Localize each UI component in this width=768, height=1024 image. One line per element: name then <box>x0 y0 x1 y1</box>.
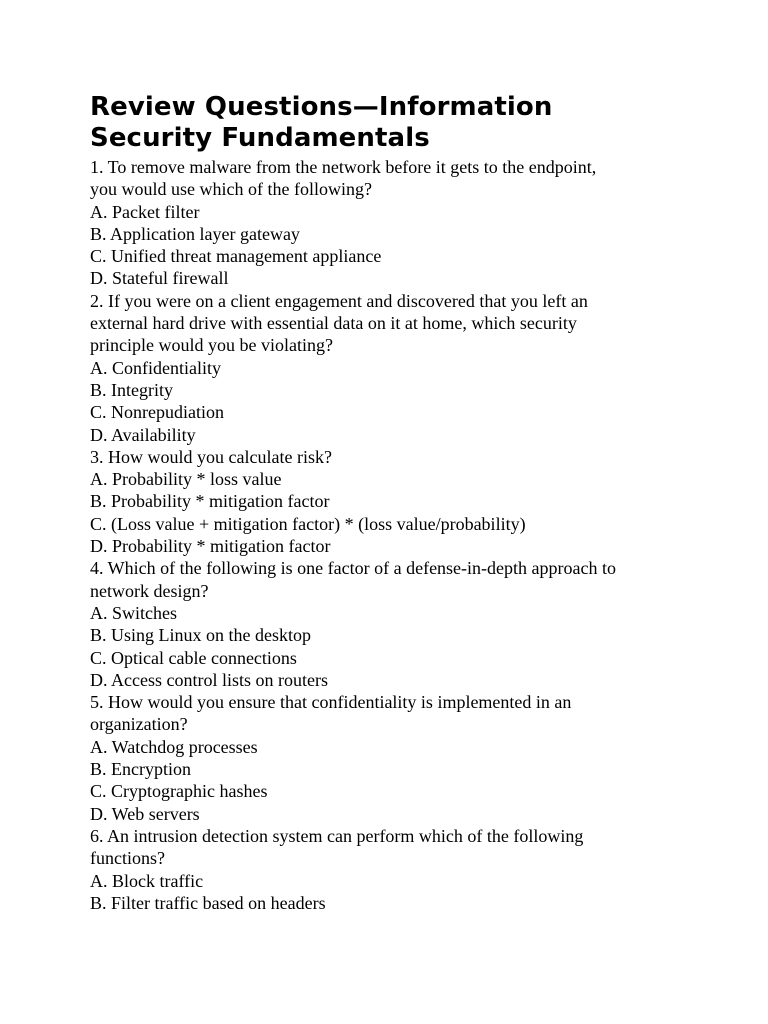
question-6 <box>90 825 670 914</box>
question-2-option-d: D. Availability <box>90 424 196 445</box>
question-2-option-c: C. Nonrepudiation <box>90 402 224 423</box>
question-3-option-d: D. Probability * mitigation factor <box>90 536 331 557</box>
question-2-text-line-1: 2. If you were on a client engagement and discovered that you left an <box>90 290 588 311</box>
question-6-text-line-2: functions? <box>90 848 165 869</box>
question-4-option-d: D. Access control lists on routers <box>90 669 328 690</box>
question-4-option-a: A. Switches <box>90 602 177 623</box>
question-1-text-line-2: you would use which of the following? <box>90 179 372 200</box>
question-6-option-a: A. Block traffic <box>90 870 204 891</box>
document-title <box>90 92 670 154</box>
question-5-text-line-2: organization? <box>90 714 188 735</box>
question-2-option-a: A. Confidentiality <box>90 357 221 378</box>
question-5-option-a: A. Watchdog processes <box>90 736 258 757</box>
question-2-option-b: B. Integrity <box>90 379 173 400</box>
question-3-option-a: A. Probability * loss value <box>90 469 282 490</box>
question-5-option-c: C. Cryptographic hashes <box>90 781 268 802</box>
question-1-text-line-1: 1. To remove malware from the network before it gets to the endpoint, <box>90 157 597 177</box>
document-page <box>90 92 670 914</box>
question-1-option-b: B. Application layer gateway <box>90 223 300 244</box>
question-4-option-c: C. Optical cable connections <box>90 647 297 668</box>
question-4-option-b: B. Using Linux on the desktop <box>90 625 311 646</box>
question-3-text-line-1: 3. How would you calculate risk? <box>90 446 332 467</box>
question-5 <box>90 691 670 825</box>
question-2 <box>90 290 670 446</box>
question-6-option-b: B. Filter traffic based on headers <box>90 892 326 913</box>
question-5-text-line-1: 5. How would you ensure that confidentiality is implemented in an <box>90 692 572 713</box>
question-6-text-line-1: 6. An intrusion detection system can perform which of the following <box>90 825 584 846</box>
title-line-2: Security Fundamentals <box>90 123 430 153</box>
question-1-option-a: A. Packet filter <box>90 201 200 222</box>
question-4 <box>90 557 670 691</box>
question-3-option-c: C. (Loss value + mitigation factor) * (loss value/probability) <box>90 513 526 534</box>
question-1 <box>90 156 670 290</box>
question-2-text-line-2: external hard drive with essential data on it at home, which security <box>90 313 577 334</box>
question-5-option-d: D. Web servers <box>90 803 200 824</box>
question-4-text-line-1: 4. Which of the following is one factor of a defense-in-depth approach to <box>90 558 616 579</box>
question-5-option-b: B. Encryption <box>90 759 191 780</box>
question-3 <box>90 446 670 557</box>
question-3-option-b: B. Probability * mitigation factor <box>90 491 330 512</box>
question-2-text-line-3: principle would you be violating? <box>90 335 333 356</box>
question-1-option-d: D. Stateful firewall <box>90 268 229 289</box>
title-line-1: Review Questions—Information <box>90 92 553 122</box>
question-4-text-line-2: network design? <box>90 580 209 601</box>
question-1-option-c: C. Unified threat management appliance <box>90 246 382 267</box>
